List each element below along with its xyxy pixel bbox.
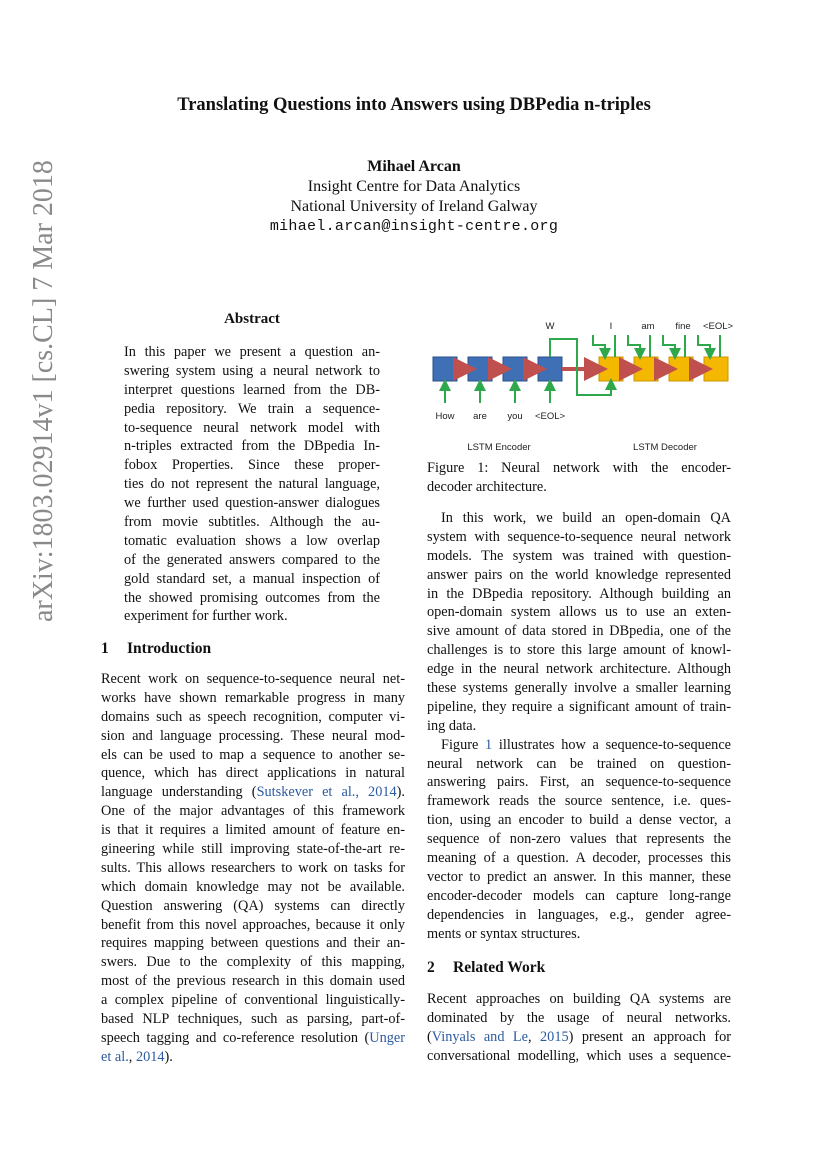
body-line: ments or syntax structures. xyxy=(427,925,581,942)
body-text: ( xyxy=(427,1028,432,1045)
figure-ref-link[interactable]: 1 xyxy=(485,736,493,753)
body-text: ) present an approach for xyxy=(568,1028,731,1045)
body-line: answering pairs. First, an sequence-to-sequence xyxy=(427,774,731,791)
abstract-line: tomatic evaluation shows a low overlap xyxy=(124,532,380,549)
citation-link-unger-year[interactable]: 2014 xyxy=(135,1048,165,1065)
intro-line: benefit from this novel approaches, because it only xyxy=(101,916,405,933)
feedback-arrow xyxy=(628,335,640,354)
encoder-label: LSTM Encoder xyxy=(467,442,531,453)
intro-text: ). xyxy=(396,784,405,801)
abstract-line: swering system using a neural network to xyxy=(124,362,380,379)
intro-line: One of the major advantages of this framework xyxy=(101,803,405,820)
intro-line: domains such as speech recognition, computer vi- xyxy=(101,708,405,725)
input-token-label: are xyxy=(473,411,487,422)
body-line: dependencies in languages, e.g., gender agree- xyxy=(427,906,731,923)
body-line: answer pairs on the world knowledge represented xyxy=(427,566,731,583)
citation-link-unger[interactable]: Unger xyxy=(369,1029,405,1046)
introduction-body xyxy=(101,670,405,1067)
abstract-line: to-sequence neural network model with xyxy=(124,419,380,436)
intro-line-citation xyxy=(101,783,405,802)
feedback-arrow xyxy=(593,335,605,354)
intro-line: which domain knowledge may not be available. xyxy=(101,878,405,895)
body-line: conversational modelling, which uses a sequence- xyxy=(427,1047,731,1064)
section-heading-related-work xyxy=(427,959,545,977)
abstract-line: the showed promising outcomes from the xyxy=(124,589,380,606)
intro-line: works have shown remarkable progress in many xyxy=(101,689,405,706)
caption-line: Figure 1: Neural network with the encoder- xyxy=(427,460,731,476)
encoder-cell xyxy=(468,357,492,381)
abstract-line: ties do not represent the natural language, xyxy=(124,476,380,493)
intro-line: a complex pipeline of conventional linguistically- xyxy=(101,992,405,1009)
body-text: , xyxy=(528,1028,541,1045)
decoder-cell xyxy=(599,357,623,381)
body-line: sive amount of data stored in DBpedia, one of the xyxy=(427,623,731,640)
body-line: models. The system was trained with question- xyxy=(427,547,731,564)
decoder-cell xyxy=(704,357,728,381)
output-token-label: I xyxy=(609,321,613,332)
intro-line: Question answering (QA) systems can directly xyxy=(101,897,405,914)
author-affiliation-institute: Insight Centre for Data Analytics xyxy=(307,178,521,195)
body-line: framework reads the source sentence, i.e. ques- xyxy=(427,793,731,810)
output-token-label: <EOL> xyxy=(702,321,734,332)
intro-text: ). xyxy=(164,1048,173,1065)
citation-link-vinyals[interactable]: Vinyals and Le xyxy=(431,1028,528,1045)
body-text: Figure xyxy=(441,736,486,753)
author-affiliation-university: National University of Ireland Galway xyxy=(290,198,538,215)
abstract-line: we further used question-answer dialogues xyxy=(124,495,380,512)
intro-text: , xyxy=(128,1048,136,1065)
body-line: ing data. xyxy=(427,717,477,734)
abstract-line: experiment for further work. xyxy=(124,608,288,625)
output-token-label: am xyxy=(641,321,655,332)
figure-caption xyxy=(427,459,731,497)
intro-text: speech tagging and co-reference resolution ( xyxy=(101,1029,370,1046)
paper-title: Translating Questions into Answers using DBPedia n-triples xyxy=(177,95,651,115)
intro-line: gineering while still improving state-of-the-art re- xyxy=(101,841,405,858)
intro-line: is that it requires a limited amount of feature en- xyxy=(101,822,405,839)
body-line: vector to predict an answer. In this manner, these xyxy=(427,868,731,885)
body-line: system with sequence-to-sequence neural network xyxy=(427,528,731,545)
abstract-line: pedia repository. We train a sequence- xyxy=(124,400,380,417)
encoder-cell xyxy=(538,357,562,381)
section-title: Introduction xyxy=(127,640,212,657)
decoder-cell xyxy=(634,357,658,381)
section-title: Related Work xyxy=(453,959,546,976)
author-email[interactable]: mihael.arcan@insight-centre.org xyxy=(269,218,559,235)
body-line-citation xyxy=(427,1028,731,1047)
abstract-body xyxy=(124,343,380,626)
abstract-line: fobox Properties. Since these proper- xyxy=(124,457,380,474)
intro-line: sults. This allows researchers to work on tasks for xyxy=(101,859,405,876)
body-line: challenges is to store this large amount of knowl- xyxy=(427,642,731,659)
citation-link-vinyals-year[interactable]: 2015 xyxy=(540,1028,569,1045)
intro-line-citation xyxy=(101,1048,405,1067)
body-line-figure-ref xyxy=(427,736,731,755)
intro-text: language understanding ( xyxy=(101,784,257,801)
intro-line: swers. Due to the complexity of this mapping, xyxy=(101,954,405,971)
encoder-cell xyxy=(433,357,457,381)
abstract-line: n-triples extracted from the DBpedia In- xyxy=(124,438,380,455)
body-line: neural network can be trained on question- xyxy=(427,755,731,772)
abstract-line: In this paper we present a question an- xyxy=(124,344,380,360)
decoder-label: LSTM Decoder xyxy=(633,442,697,453)
input-token-label: How xyxy=(435,411,455,422)
section-heading-introduction xyxy=(101,640,211,658)
related-work-body xyxy=(427,990,731,1066)
intro-line: sion and language processing. These neural mod- xyxy=(101,727,405,744)
figure-encoder-decoder xyxy=(427,312,737,462)
abstract-line: of the generated answers compared to the xyxy=(124,551,380,568)
caption-line: decoder architecture. xyxy=(427,478,547,495)
right-column-body xyxy=(427,509,731,943)
abstract-line: gold standard set, a manual inspection of xyxy=(124,570,380,587)
feedback-arrow xyxy=(698,335,710,354)
intro-line: els can be used to map a sequence to another se- xyxy=(101,746,405,763)
abstract-line: interpret questions learned from the DB- xyxy=(124,381,380,398)
intro-line: requires mapping between questions and their an- xyxy=(101,935,405,952)
output-token-label: W xyxy=(545,321,555,332)
intro-line: Recent work on sequence-to-sequence neural net- xyxy=(101,671,405,687)
section-number: 2 xyxy=(427,959,435,976)
body-text: illustrates how a sequence-to-sequence xyxy=(492,736,732,753)
body-line: Recent approaches on building QA systems are xyxy=(427,991,731,1007)
body-line: in the DBpedia repository. Although building an xyxy=(427,585,731,602)
output-token-label: fine xyxy=(675,321,691,332)
citation-link-unger-cont[interactable]: et al. xyxy=(101,1048,129,1065)
body-line: edge in the neural network architecture. Although xyxy=(427,661,731,678)
body-line: encoder-decoder models can capture long-range xyxy=(427,887,731,904)
encoder-cell xyxy=(503,357,527,381)
citation-link-sutskever[interactable]: Sutskever et al., 2014 xyxy=(256,784,397,801)
abstract-line: from movie subtitles. Although the au- xyxy=(124,514,380,531)
section-number: 1 xyxy=(101,640,109,657)
input-token-label: <EOL> xyxy=(534,411,566,422)
abstract-heading: Abstract xyxy=(224,311,280,327)
author-name: Mihael Arcan xyxy=(367,158,461,175)
intro-line: based NLP techniques, such as parsing, part-of- xyxy=(101,1011,405,1028)
intro-line-citation xyxy=(101,1029,405,1048)
body-line: In this work, we build an open-domain QA xyxy=(441,510,731,526)
body-line: meaning of a question. A decoder, processes this xyxy=(427,850,731,867)
body-line: sequence of non-zero values that represents the xyxy=(427,831,731,848)
body-line: dominated by the usage of neural networks. xyxy=(427,1009,731,1026)
feedback-arrow xyxy=(663,335,675,354)
decoder-cell xyxy=(669,357,693,381)
arxiv-stamp: arXiv:1803.02914v1 [cs.CL] 7 Mar 2018 xyxy=(28,160,59,622)
intro-line: quence, which has direct applications in natural xyxy=(101,765,405,782)
body-line: tion, using an encoder to build a dense vector, a xyxy=(427,812,731,829)
body-line: these systems generally involve a smaller learning xyxy=(427,680,731,697)
body-line: open-domain system allows us to use an exten- xyxy=(427,604,731,621)
intro-line: most of the previous research in this domain used xyxy=(101,973,405,990)
input-token-label: you xyxy=(507,411,523,422)
body-line: pipeline, they require a significant amount of train- xyxy=(427,698,731,715)
